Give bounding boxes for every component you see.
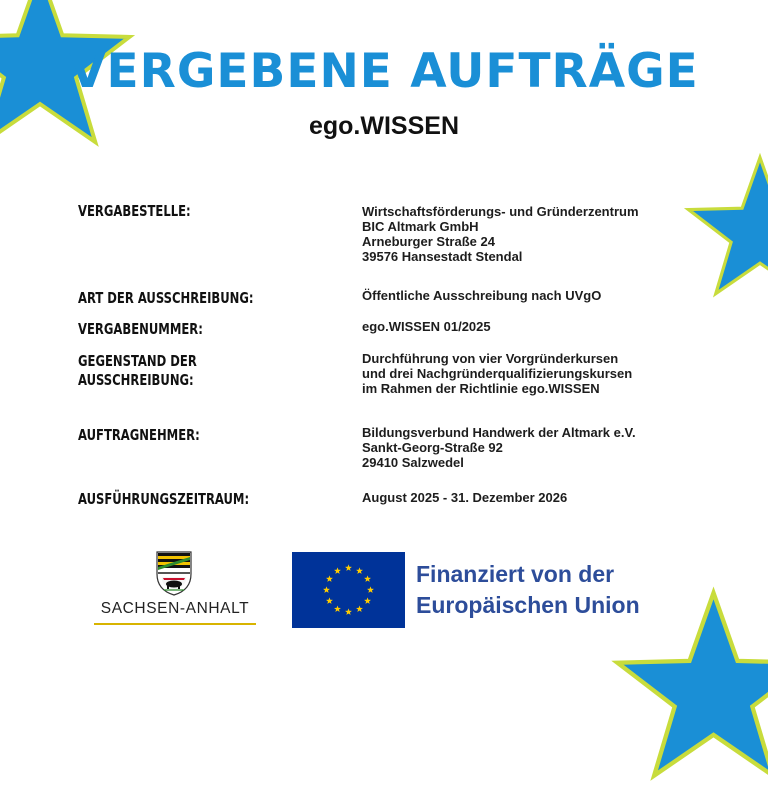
sachsen-anhalt-underline — [94, 623, 256, 625]
value-art-der-ausschreibung: Öffentliche Ausschreibung nach UVgO — [362, 288, 602, 303]
label-vergabenummer: VERGABENUMMER: — [78, 320, 203, 338]
value-auftragnehmer: Bildungsverbund Handwerk der Altmark e.V. Sankt-Georg-Straße 92 29410 Salzwedel — [362, 425, 636, 470]
value-ausfuehrungszeitraum: August 2025 - 31. Dezember 2026 — [362, 490, 568, 505]
label-auftragnehmer: AUFTRAGNEHMER: — [78, 426, 200, 444]
label-gegenstand: GEGENSTAND DER AUSSCHREIBUNG: — [78, 352, 197, 389]
value-gegenstand: Durchführung von vier Vorgründerkursen und drei Nachgründerqualifizierungskursen im Rahmen der Richtlinie ego.WISSEN — [362, 351, 633, 396]
label-ausfuehrungszeitraum: AUSFÜHRUNGSZEITRAUM: — [78, 490, 250, 508]
eu-funding-text: Finanziert von der Europäischen Union — [416, 561, 640, 618]
eu-flag-icon — [292, 552, 405, 628]
label-vergabestelle: VERGABESTELLE: — [78, 202, 191, 220]
label-art-der-ausschreibung: ART DER AUSSCHREIBUNG: — [78, 289, 254, 307]
value-vergabestelle: Wirtschaftsförderungs- und Gründerzentrum BIC Altmark GmbH Arneburger Straße 24 39576 Hansestadt Stendal — [362, 204, 639, 264]
sachsen-anhalt-logo — [92, 550, 258, 630]
sachsen-anhalt-crest-icon — [154, 550, 194, 596]
value-vergabenummer: ego.WISSEN 01/2025 — [362, 319, 491, 334]
page-subtitle: ego.WISSEN — [308, 112, 459, 140]
sachsen-anhalt-text: SACHSEN-ANHALT — [100, 600, 250, 617]
page-title: VERGEBENE AUFTRÄGE — [69, 44, 699, 99]
